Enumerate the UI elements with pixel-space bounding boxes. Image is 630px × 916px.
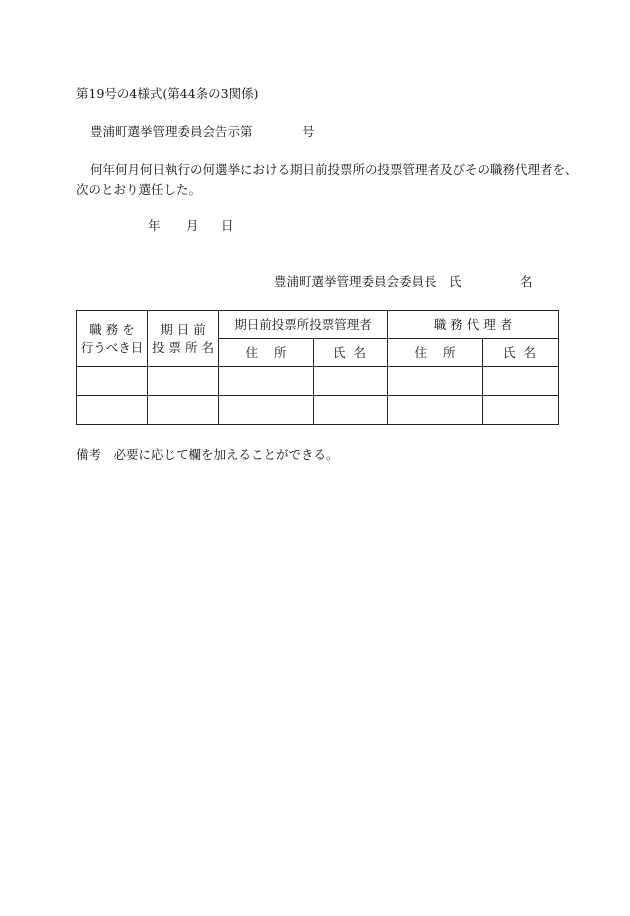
header-station-name-line1: 期 日 前 [160,321,206,337]
header-manager-address [219,339,314,367]
header-group-manager: 期日前投票所投票管理者 [219,311,388,339]
header-deputy-name-label: 氏 名 [503,344,538,360]
body-text-line-2: 次のとおり選任した。 [76,182,202,197]
remarks-note: 備考 必要に応じて欄を加えることができる。 [76,447,339,462]
header-duty-date [77,311,148,367]
appointment-table [76,310,559,425]
date-month-label: 月 [186,218,199,233]
table-cell[interactable] [314,396,388,425]
header-deputy-address-label: 住 所 [414,344,462,360]
date-day-label: 日 [221,218,234,233]
table-cell[interactable] [483,367,559,396]
table-cell[interactable] [148,367,219,396]
table-cell[interactable] [388,367,483,396]
header-manager-address-label: 住 所 [245,344,293,360]
notice-number-suffix: 号 [302,124,315,139]
body-text-line-1: 何年何月何日執行の何選挙における期日前投票所の投票管理者及びその職務代理者を、 [90,162,578,177]
header-manager-name-label: 氏 名 [333,344,368,360]
table-cell[interactable] [148,396,219,425]
header-station-name-line2: 投 票 所 名 [152,339,214,355]
header-deputy-name [483,339,559,367]
form-number: 第19号の4様式(第44条の3関係) [76,86,259,101]
table-cell[interactable] [314,367,388,396]
header-manager-name [314,339,388,367]
signature-name-suffix: 名 [520,274,533,289]
table-row [77,396,559,425]
table-cell[interactable] [77,367,148,396]
table-cell[interactable] [77,396,148,425]
table-cell[interactable] [483,396,559,425]
signature-title: 豊浦町選挙管理委員会委員長 氏 [274,274,462,289]
date-year-label: 年 [148,218,161,233]
header-group-deputy: 職 務 代 理 者 [388,311,559,339]
table-cell[interactable] [219,367,314,396]
table-cell[interactable] [219,396,314,425]
table-header-row-1 [77,311,559,339]
header-duty-date-line2: 行うべき日 [80,339,144,355]
notice-number-prefix: 豊浦町選挙管理委員会告示第 [90,124,253,139]
header-duty-date-line1: 職 務 を [89,321,135,337]
table-cell[interactable] [388,396,483,425]
header-deputy-address [388,339,483,367]
header-station-name [148,311,219,367]
table-row [77,367,559,396]
